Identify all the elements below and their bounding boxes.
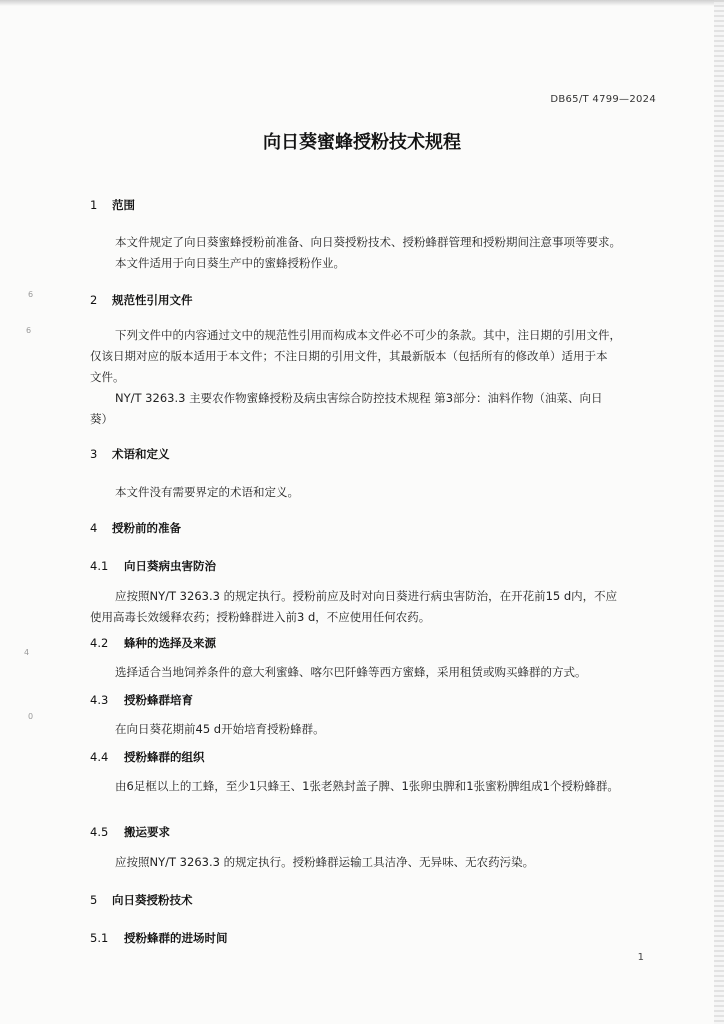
subsection-number: 4.2 <box>90 636 109 650</box>
subsection-4-5-heading <box>90 824 170 840</box>
subsection-title: 向日葵病虫害防治 <box>124 559 216 573</box>
section-3-heading <box>90 446 170 462</box>
subsection-number: 4.3 <box>90 693 109 707</box>
scan-edge-top <box>0 0 724 6</box>
section-number: 3 <box>90 447 98 461</box>
paragraph-line: 本文件没有需要界定的术语和定义。 <box>115 485 299 499</box>
section-title: 术语和定义 <box>112 447 170 461</box>
reference-line: NY/T 3263.3 主要农作物蜜蜂授粉及病虫害综合防控技术规程 第3部分：油料作物（油菜、向日 <box>115 391 603 405</box>
section-number: 4 <box>90 521 98 535</box>
margin-mark: 6 <box>28 290 34 299</box>
subsection-5-1-heading <box>90 930 228 946</box>
margin-mark: 6 <box>26 326 32 335</box>
paragraph-line: 应按照NY/T 3263.3 的规定执行。授粉前应及时对向日葵进行病虫害防治，在开花前15 d内，不应 <box>115 589 618 603</box>
section-5-heading <box>90 892 193 908</box>
section-title: 授粉前的准备 <box>112 521 181 535</box>
document-title: 向日葵蜜蜂授粉技术规程 <box>263 132 461 153</box>
subsection-number: 4.5 <box>90 825 109 839</box>
subsection-number: 4.4 <box>90 750 109 764</box>
paragraph-line: 下列文件中的内容通过文中的规范性引用而构成本文件必不可少的条款。其中，注日期的引用文件， <box>115 328 621 342</box>
paragraph-line: 本文件适用于向日葵生产中的蜜蜂授粉作业。 <box>115 256 345 270</box>
subsection-number: 5.1 <box>90 931 109 945</box>
standard-number: DB65/T 4799—2024 <box>550 94 656 105</box>
paragraph-line: 使用高毒长效缓释农药；授粉蜂群进入前3 d，不应使用任何农药。 <box>90 610 431 624</box>
section-number: 1 <box>90 198 98 212</box>
subsection-number: 4.1 <box>90 559 109 573</box>
paragraph-line: 仅该日期对应的版本适用于本文件；不注日期的引用文件，其最新版本（包括所有的修改单）适用于本 <box>90 349 608 363</box>
subsection-4-4-heading <box>90 749 205 765</box>
section-title: 规范性引用文件 <box>112 293 193 307</box>
reference-line: 葵） <box>90 412 113 426</box>
margin-mark: 0 <box>28 712 34 721</box>
section-title: 向日葵授粉技术 <box>112 893 193 907</box>
subsection-title: 授粉蜂群培育 <box>124 693 193 707</box>
paragraph-line: 文件。 <box>90 370 125 384</box>
section-2-heading <box>90 292 193 308</box>
section-number: 5 <box>90 893 98 907</box>
paragraph-line: 由6足框以上的工蜂，至少1只蜂王、1张老熟封盖子脾、1张卵虫脾和1张蜜粉脾组成1个授粉蜂群。 <box>115 779 619 793</box>
subsection-4-2-heading <box>90 635 216 651</box>
paragraph-line: 本文件规定了向日葵蜜蜂授粉前准备、向日葵授粉技术、授粉蜂群管理和授粉期间注意事项等要求。 <box>115 235 621 249</box>
subsection-title: 授粉蜂群的进场时间 <box>124 931 228 945</box>
margin-mark: 4 <box>24 648 30 657</box>
page-number: 1 <box>637 952 644 963</box>
subsection-4-3-heading <box>90 692 193 708</box>
paragraph-line: 应按照NY/T 3263.3 的规定执行。授粉蜂群运输工具洁净、无异味、无农药污染。 <box>115 855 535 869</box>
subsection-4-1-heading <box>90 558 216 574</box>
subsection-title: 蜂种的选择及来源 <box>124 636 216 650</box>
section-title: 范围 <box>112 198 135 212</box>
section-4-heading <box>90 520 181 536</box>
section-1-heading <box>90 197 135 213</box>
section-number: 2 <box>90 293 98 307</box>
subsection-title: 搬运要求 <box>124 825 170 839</box>
subsection-title: 授粉蜂群的组织 <box>124 750 205 764</box>
paragraph-line: 在向日葵花期前45 d开始培育授粉蜂群。 <box>115 722 325 736</box>
paragraph-line: 选择适合当地饲养条件的意大利蜜蜂、喀尔巴阡蜂等西方蜜蜂，采用租赁或购买蜂群的方式。 <box>115 665 587 679</box>
